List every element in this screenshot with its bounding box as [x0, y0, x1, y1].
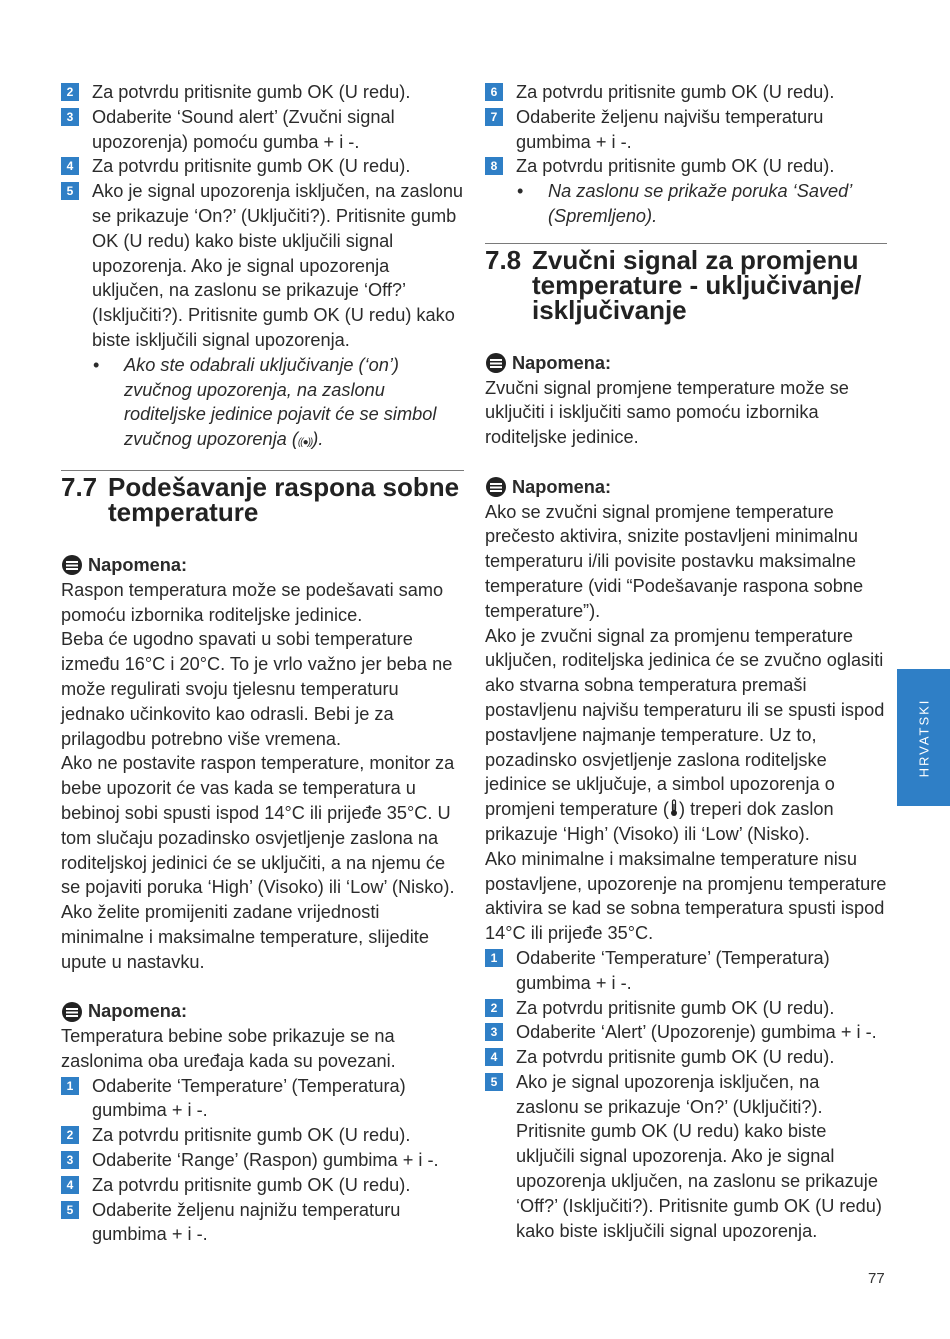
note-icon — [485, 352, 507, 374]
step-text: Za potvrdu pritisnite gumb OK (U redu). — [516, 82, 835, 102]
step-item — [485, 1070, 887, 1244]
left-column — [61, 80, 464, 1247]
note-heading — [485, 351, 887, 376]
step-number: 5 — [61, 1201, 79, 1219]
step-item — [485, 105, 887, 155]
bullet-dot: • — [93, 354, 100, 375]
step-item — [61, 1198, 464, 1248]
step-number: 4 — [61, 1176, 79, 1194]
note-text-part: ) treperi dok zaslon prikazuje ‘High’ (Visoko) ili ‘Low’ (Nisko). — [485, 799, 834, 844]
page-number: 77 — [868, 1270, 885, 1287]
step-text: Za potvrdu pritisnite gumb OK (U redu). — [516, 997, 835, 1018]
step-text: Odaberite željenu najvišu temperaturu gumbima + i -. — [516, 106, 824, 152]
section-heading — [485, 244, 887, 325]
language-tab — [897, 669, 950, 806]
thermometer-icon — [669, 799, 679, 817]
note-icon — [485, 476, 507, 498]
step-text: Ako je signal upozorenja isključen, na zaslonu se prikazuje ‘On?’ (Uključiti?). Pritisnite gumb OK (U redu) kako biste uključili signal upozorenja. Ako je signal upozorenja uključen, na zaslonu se prikazuje ‘Off?’ (Isključiti?). Pritisnite gumb OK (U redu) kako biste isključili signal upozorenja. — [92, 181, 464, 350]
note-label: Napomena: — [88, 554, 188, 575]
step-item — [485, 946, 887, 996]
bullet-item — [61, 353, 464, 456]
step-number: 7 — [485, 108, 503, 126]
step-item — [61, 80, 464, 105]
step-number: 1 — [485, 949, 503, 967]
step-text: Odaberite ‘Alert’ (Upozorenje) gumbima + i -. — [516, 1022, 877, 1043]
step-number: 1 — [61, 1077, 79, 1095]
step-text: Odaberite ‘Temperature’ (Temperatura) gumbima + i -. — [92, 1075, 406, 1121]
step-number: 2 — [61, 1126, 79, 1144]
step-item — [61, 179, 464, 353]
bullet-dot: • — [517, 181, 524, 202]
note-text-part: Ako je zvučni signal za promjenu temperature uključen, roditeljska jedinica će se zvučno oglasiti ako stvarna sobna temperatura premaši postavljenu najvišu temperaturu ili se spusti ispod postavljene najmanje temperature. Uz to, pozadinsko osvjetljenje zaslona roditeljske jedinice se uključuje, a simbol upozorenja o promjeni temperature ( — [485, 625, 885, 820]
step-number: 6 — [485, 83, 503, 101]
section-number: 7.8 — [485, 244, 522, 275]
step-item — [61, 1173, 464, 1198]
section-7-7 — [61, 470, 464, 1247]
step-text: Za potvrdu pritisnite gumb OK (U redu). — [92, 1125, 411, 1146]
step-text: Za potvrdu pritisnite gumb OK (U redu). — [516, 156, 835, 177]
step-item — [61, 1074, 464, 1124]
sound-alert-icon: ((●)) — [297, 437, 313, 449]
step-text: Za potvrdu pritisnite gumb OK (U redu). — [92, 1174, 411, 1195]
step-number: 3 — [61, 108, 79, 126]
step-number: 3 — [485, 1023, 503, 1041]
note-heading — [61, 553, 464, 578]
step-text: Odaberite ‘Sound alert’ (Zvučni signal upozorenja) pomoću gumba + i -. — [92, 106, 395, 152]
section-title: Zvučni signal za promjenu temperature - uključivanje/ isključivanje — [532, 244, 862, 325]
note-paragraph: Raspon temperatura može se podešavati samo pomoću izbornika roditeljske jedinice. — [61, 579, 444, 625]
step-number: 4 — [485, 1048, 503, 1066]
step-text: Odaberite ‘Temperature’ (Temperatura) gumbima + i -. — [516, 947, 830, 993]
bullet-text: Na zaslonu se prikaže poruka ‘Saved’ (Spremljeno). — [548, 181, 852, 226]
note-heading — [485, 475, 887, 500]
note-icon — [61, 554, 83, 576]
step-item — [485, 80, 887, 105]
section-heading — [61, 471, 464, 527]
step-number: 8 — [485, 157, 503, 175]
note-paragraph: Zvučni signal promjene temperature može se uključiti i isključiti samo pomoću izbornika roditeljske jedinice. — [485, 377, 849, 448]
step-item — [61, 105, 464, 155]
note-paragraph: Ako ne postavite raspon temperature, monitor za bebe upozorit će vas kada se temperatura u bebinoj sobi spusti ispod 14°C ili prijeđe 35°C. U tom slučaju pozadinsko osvjetljenje zaslona na roditeljskoj jedinici će se uključiti, a na njemu će se pojaviti poruka ‘High’ (Visoko) ili ‘Low’ (Nisko). Ako želite promijeniti zadane vrijednosti minimalne i maksimalne temperature, slijedite upute u nastavku. — [61, 753, 455, 972]
step-item — [61, 1148, 464, 1173]
step-item — [485, 996, 887, 1021]
note-paragraph: Ako se zvučni signal promjene temperature prečesto aktivira, snizite postavljeni minimalnu temperaturu i/ili povisite postavku maksimalne temperature (vidi “Podešavanje raspona sobne temperature”). — [485, 501, 864, 621]
note-paragraph — [485, 624, 887, 847]
right-column — [485, 80, 887, 1243]
step-number: 2 — [61, 83, 79, 101]
note-paragraph: Beba će ugodno spavati u sobi temperature između 16°C i 20°C. To je vrlo važno jer beba ne može regulirati svoju tjelesnu temperaturu jednako učinkovito kao odrasli. Bebi je za prilagodbu potrebno više vremena. — [61, 629, 453, 749]
step-text: Ako je signal upozorenja isključen, na zaslonu se prikazuje ‘On?’ (Uključiti?). Pritisnite gumb OK (U redu) kako biste uključili signal upozorenja. Ako je signal upozorenja uključen, na zaslonu se prikazuje ‘Off?’ (Isključiti?). Pritisnite gumb OK (U redu) kako biste isključili signal upozorenja. — [516, 1071, 882, 1241]
note-heading — [61, 999, 464, 1024]
step-item — [485, 1045, 887, 1070]
step-number: 5 — [485, 1073, 503, 1091]
step-item — [61, 154, 464, 179]
step-item — [485, 1020, 887, 1045]
step-text: Za potvrdu pritisnite gumb OK (U redu). — [92, 156, 411, 177]
note-paragraph: Ako minimalne i maksimalne temperature nisu postavljene, upozorenje na promjenu temperature aktivira se kad se sobna temperatura spusti ispod 14°C ili prijeđe 35°C. — [485, 848, 887, 944]
step-item — [61, 1123, 464, 1148]
step-text: Za potvrdu pritisnite gumb OK (U redu). — [516, 1047, 835, 1068]
language-tab-label: HRVATSKI — [916, 698, 931, 777]
step-text: Odaberite ‘Range’ (Raspon) gumbima + i -. — [92, 1150, 439, 1171]
section-title: Podešavanje raspona sobne temperature — [108, 471, 460, 527]
step-number: 3 — [61, 1151, 79, 1169]
section-number: 7.7 — [61, 471, 98, 502]
step-text: Za potvrdu pritisnite gumb OK (U redu). — [92, 82, 411, 102]
bullet-text-end: ). — [312, 429, 324, 450]
note-label: Napomena: — [512, 352, 612, 373]
step-number: 4 — [61, 157, 79, 175]
section-7-8 — [485, 243, 887, 1244]
step-number: 2 — [485, 999, 503, 1017]
step-item — [485, 154, 887, 179]
step-text: Odaberite željenu najnižu temperaturu gumbima + i -. — [92, 1199, 401, 1245]
note-label: Napomena: — [88, 1001, 188, 1022]
bullet-text: Ako ste odabrali uključivanje (‘on’) zvučnog upozorenja, na zaslonu roditeljske jedinice pojavit će se simbol zvučnog upozorenja ( — [124, 354, 437, 450]
note-label: Napomena: — [512, 476, 612, 497]
step-number: 5 — [61, 182, 79, 200]
bullet-item — [485, 179, 887, 229]
note-icon — [61, 1001, 83, 1023]
note-paragraph: Temperatura bebine sobe prikazuje se na zaslonima oba uređaja kada su povezani. — [61, 1026, 396, 1071]
